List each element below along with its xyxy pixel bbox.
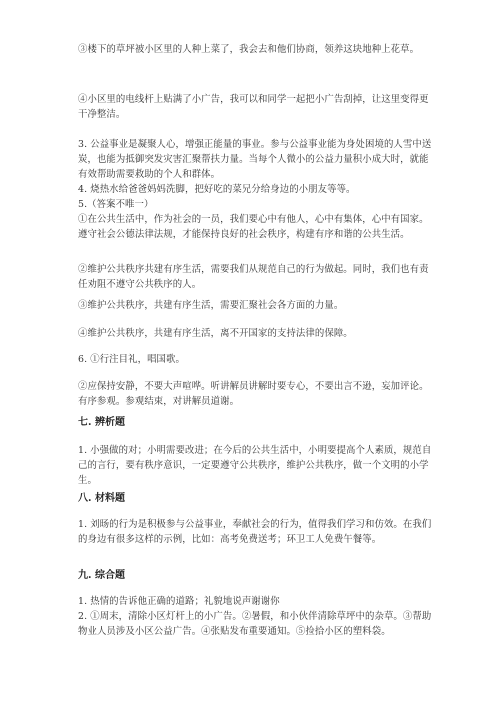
paragraph-analysis-answer: 1. 小强做的对；小明需要改进；在今后的公共生活中，小明要提高个人素质，规范自己的言行，要有秩序意识，一定要遵守公共秩序，维护公共秩序，做一个文明的小学生。 [78,445,432,486]
paragraph-comprehensive-1: 1. 热情的告诉他正确的道路；礼貌地说声谢谢你 [78,596,280,607]
paragraph-visit-etiquette: ②应保持安静，不要大声喧哗。听讲解员讲解时要专心，不要出言不逊，妄加评论。有序参观。参观结束，对讲解员道谢。 [78,381,429,407]
paragraph-lawn: ③楼下的草坪被小区里的人种上菜了，我会去和他们协商，领养这块地种上花草。 [78,44,420,55]
paragraph-public-welfare: 3. 公益事业是凝聚人心，增强正能量的事业。参与公益事业能为身处困境的人雪中送炭，也能为抵御突发灾害汇聚帮扶力量。当每个人微小的公益力量积小成大时，就能有效帮助需要救助的个人和群体。 [78,139,432,180]
section-heading-material: 八. 材料题 [78,493,125,504]
paragraph-comprehensive-2: 2. ①周末，清除小区灯杆上的小广告。②暑假，和小伙伴清除草坪中的杂草。③帮助物业人员涉及小区公益广告。④张贴发布重要通知。⑤捡拾小区的塑料袋。 [78,611,432,637]
paragraph-order-law: ④维护公共秩序，共建有序生活，离不开国家的支持法律的保障。 [78,328,353,339]
paragraph-answer-4: 4. 烧热水给爸爸妈妈洗脚，把好吃的菜兄分给身边的小朋友等等。 [78,184,356,195]
paragraph-public-life: ①在公共生活中，作为社会的一员，我们要心中有他人，心中有集体，心中有国家。遵守社会公德法律法规，才能保持良好的社会秩序，构建有序和谐的公共生活。 [78,214,429,240]
paragraph-material-answer: 1. 刘旸的行为是积极参与公益事业，奉献社会的行为，值得我们学习和仿效。在我们的身边有很多这样的示例，比如：高考免费送考；环卫工人免费午餐等。 [78,519,432,545]
paragraph-answer-5: 5.（答案不唯一） [78,199,154,210]
paragraph-answer-6: 6. ①行注目礼，唱国歌。 [78,354,185,365]
section-heading-analysis: 七. 辨析题 [78,417,125,428]
paragraph-order-self: ②维护公共秩序共建有序生活，需要我们从规范自己的行为做起。同时，我们也有责任劝阻不遵守公共秩序的人。 [78,264,429,290]
paragraph-order-society: ③维护公共秩序，共建有序生活，需要汇聚社会各方面的力量。 [78,300,344,311]
section-heading-comprehensive: 九. 综合题 [78,570,125,581]
paragraph-poles: ④小区里的电线杆上贴满了小广告，我可以和同学一起把小广告刮掉，让这里变得更干净整洁。 [78,94,429,120]
